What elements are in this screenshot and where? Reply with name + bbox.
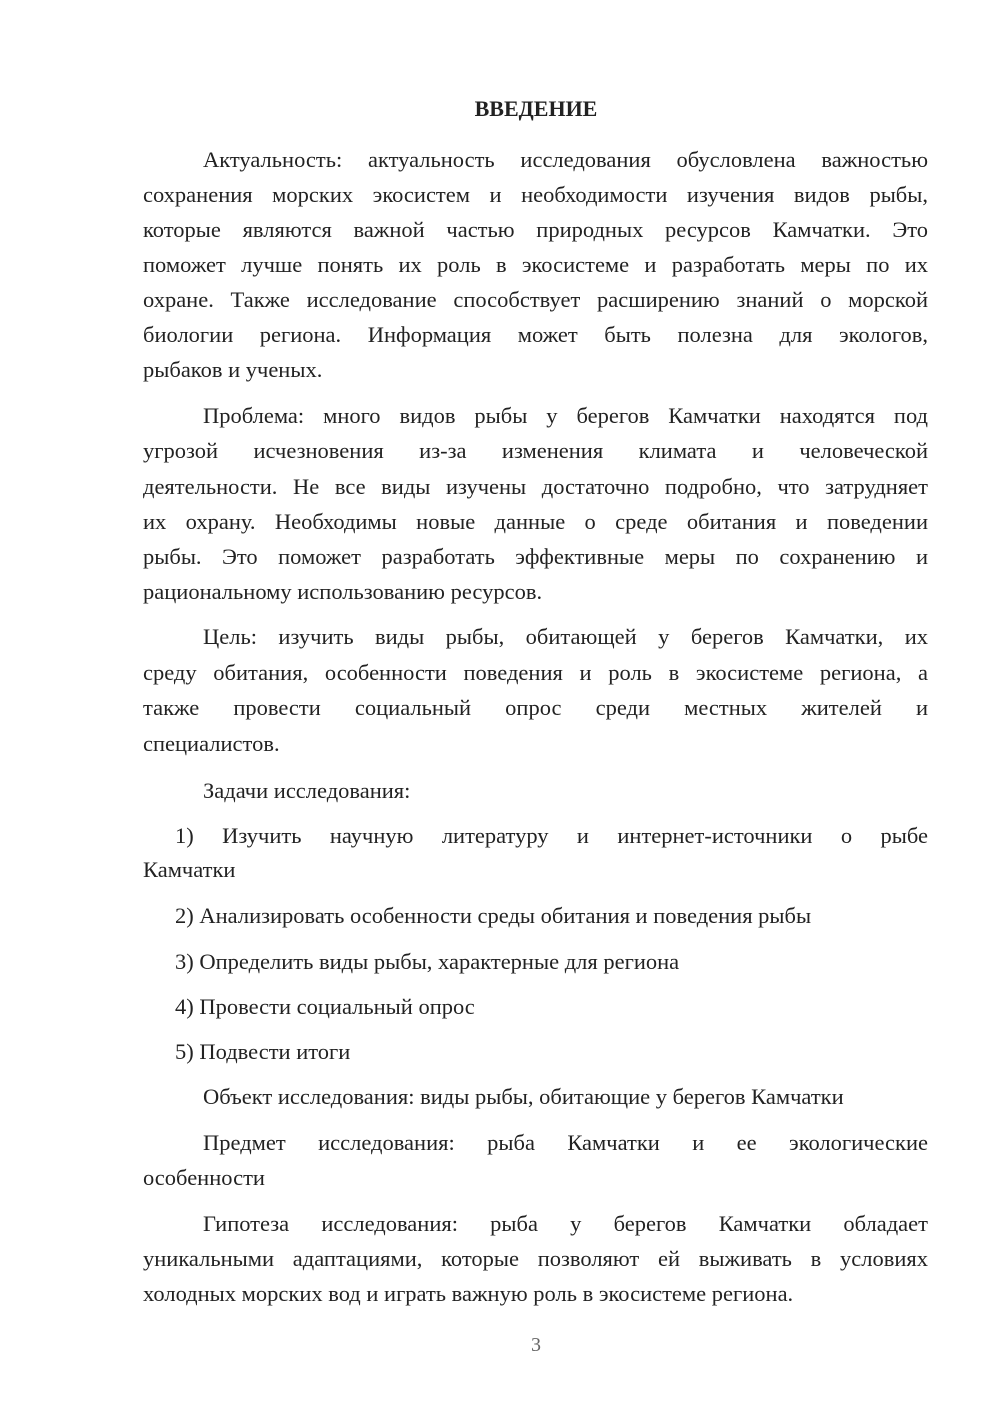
page-title: ВВЕДЕНИЕ	[474, 96, 598, 121]
problem-line: рациональному использованию ресурсов.	[143, 579, 543, 604]
problem-line: деятельности. Не все виды изучены достаточно подробно, что затрудняет	[143, 474, 928, 499]
task-item: 3) Определить виды рыбы, характерные для региона	[175, 949, 680, 974]
problem-line: Проблема: много видов рыбы у берегов Камчатки находятся под	[203, 403, 928, 428]
task-item: 2) Анализировать особенности среды обитания и поведения рыбы	[175, 903, 812, 928]
object-line: Объект исследования: виды рыбы, обитающие у берегов Камчатки	[203, 1084, 844, 1109]
problem-line: рыбы. Это поможет разработать эффективные меры по сохранению и	[143, 544, 928, 569]
task-item: Камчатки	[143, 857, 236, 882]
relevance-line: сохранения морских экосистем и необходимости изучения видов рыбы,	[143, 182, 928, 207]
hypothesis-line: Гипотеза исследования: рыба у берегов Камчатки обладает	[203, 1211, 928, 1236]
relevance-line: биологии региона. Информация может быть полезна для экологов,	[143, 322, 928, 347]
task-item: 5) Подвести итоги	[175, 1039, 351, 1064]
goal-line: также провести социальный опрос среди местных жителей и	[143, 695, 928, 720]
page-number: 3	[531, 1334, 541, 1356]
relevance-line: рыбаков и ученых.	[143, 357, 323, 382]
task-item: 4) Провести социальный опрос	[175, 994, 475, 1019]
tasks-heading: Задачи исследования:	[203, 778, 411, 803]
subject-line: особенности	[143, 1165, 265, 1190]
goal-line: среду обитания, особенности поведения и роль в экосистеме региона, а	[143, 660, 928, 685]
task-item: 1) Изучить научную литературу и интернет-источники о рыбе	[175, 823, 928, 848]
hypothesis-line: уникальными адаптациями, которые позволяют ей выживать в условиях	[143, 1246, 928, 1271]
goal-line: специалистов.	[143, 731, 280, 756]
problem-line: их охрану. Необходимы новые данные о среде обитания и поведении	[143, 509, 928, 534]
subject-line: Предмет исследования: рыба Камчатки и ее экологические	[203, 1130, 928, 1155]
relevance-line: охране. Также исследование способствует расширению знаний о морской	[143, 287, 928, 312]
relevance-line: Актуальность: актуальность исследования обусловлена важностью	[203, 147, 928, 172]
relevance-line: которые являются важной частью природных ресурсов Камчатки. Это	[143, 217, 928, 242]
hypothesis-line: холодных морских вод и играть важную роль в экосистеме региона.	[143, 1281, 794, 1306]
problem-line: угрозой исчезновения из-за изменения климата и человеческой	[143, 438, 928, 463]
relevance-line: поможет лучше понять их роль в экосистеме и разработать меры по их	[143, 252, 928, 277]
goal-line: Цель: изучить виды рыбы, обитающей у берегов Камчатки, их	[203, 624, 928, 649]
